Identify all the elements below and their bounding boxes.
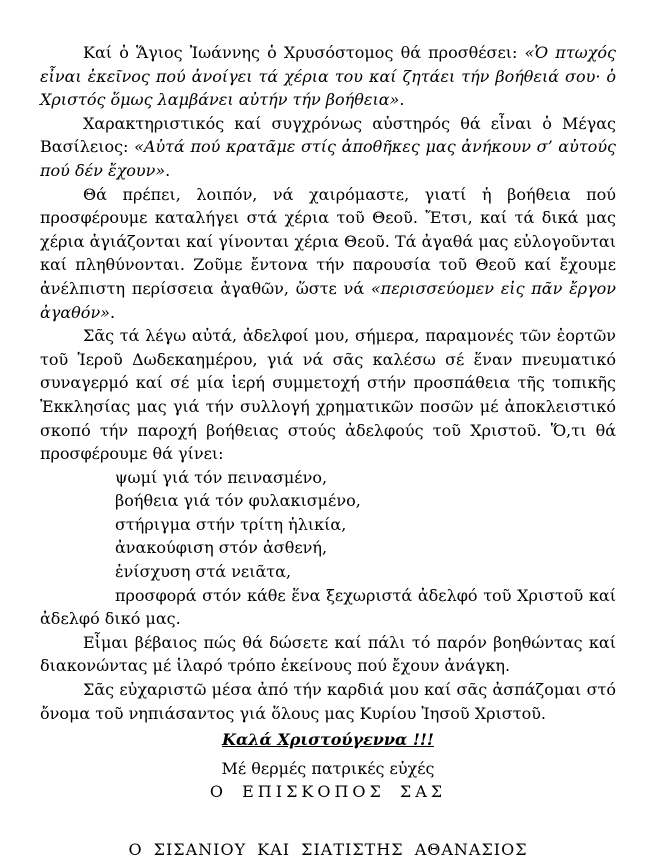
text-segment: Χαρακτηριστικός καί συγχρόνως αὐστηρός θά εἶναι ὁ Μέγας Βασίλειος:	[40, 113, 616, 157]
text-segment: βοήθεια γιά τόν φυλακισμένο,	[115, 491, 361, 511]
text-segment: Θά πρέπει, λοιπόν, νά χαιρόμαστε, γιατί ἡ βοήθεια πού προσφέρουμε καταλήγει στά χέρια τοῦ Θεοῦ. Ἔτσι, καί τά δικά μας χέρια ἁγιάζονται καί γίνονται χέρια Θεοῦ. Τά ἀγαθά μας εὐλογοῦνται καί πληθύνονται. Ζοῦμε ἔντονα τήν παρουσία τοῦ Θεοῦ καί ἔχουμε ἀνέλπιστη περίσσεια ἀγαθῶν, ὥστε νά	[40, 184, 616, 298]
bishop-line	[40, 780, 616, 804]
offering-line	[40, 536, 616, 560]
text-segment: Σᾶς εὐχαριστῶ μέσα ἀπό τήν καρδιά μου καί σᾶς ἀσπάζομαι στό ὄνομα τοῦ νηπιάσαντος γιά ὅλους μας Κυρίου Ἰησοῦ Χριστοῦ.	[40, 680, 616, 723]
text-segment: Ο ΕΠΙΣΚΟΠΟΣ ΣΑΣ	[209, 782, 447, 802]
signature-line	[40, 838, 616, 862]
paragraph-basil	[40, 112, 616, 183]
text-segment: .	[399, 90, 405, 110]
text-segment: ἀνακούφιση στόν ἀσθενή,	[115, 538, 328, 558]
text-segment: Ο ΣΙΣΑΝΙΟΥ ΚΑΙ ΣΙΑΤΙΣΤΗΣ ΑΘΑΝΑΣΙΟΣ	[128, 840, 528, 859]
paragraph-rejoice	[40, 183, 616, 325]
text-segment: .	[109, 302, 116, 322]
text-segment: προσφορά στόν κάθε ἕνα ξεχωριστά ἀδελφό τοῦ Χριστοῦ καί ἀδελφό δικό μας.	[40, 585, 616, 629]
text-segment: Καί ὁ Ἅγιος Ἰωάννης ὁ Χρυσόστομος θά προσθέσει:	[83, 43, 525, 62]
offering-line	[40, 489, 616, 513]
paragraph-certainty	[40, 631, 616, 678]
text-segment: Μέ θερμές πατρικές εὐχές	[221, 758, 435, 778]
text-segment: ἐνίσχυση στά νειᾶτα,	[115, 562, 292, 582]
text-segment: «περισσεύομεν εἰς πᾶν ἔργον ἀγαθόν»	[40, 278, 617, 322]
text-segment: «Ὁ πτωχός εἶναι ἐκεῖνος πού ἀνοίγει τά χέρια του καί ζητάει τήν βοήθειά σου· ὁ Χριστός ὅμως λαμβάνει αὐτήν τήν βοήθεια»	[40, 43, 617, 110]
greeting-line	[40, 728, 616, 752]
text-segment: Εἶμαι βέβαιος πώς θά δώσετε καί πάλι τό παρόν βοηθώντας καί διακονώντας μέ ἱλαρό τρόπο ἐκείνους πού ἔχουν ἀνάγκη.	[40, 632, 616, 676]
text-segment: στήριγμα στήν τρίτη ἡλικία,	[115, 514, 347, 534]
offering-line	[40, 584, 616, 631]
text-segment: ψωμί γιά τόν πεινασμένο,	[115, 467, 328, 487]
text-segment: .	[165, 160, 171, 180]
text-segment: Σᾶς τά λέγω αὐτά, ἀδελφοί μου, σήμερα, παραμονές τῶν ἑορτῶν τοῦ Ἱεροῦ Δωδεκαημέρου, γιά νά σᾶς καλέσω σέ ἕναν πνευματικό συναγερμό καί σέ μία ἱερή συμμετοχή στήν προσπάθεια τῆς τοπικῆς Ἐκκλησίας μας γιά τήν συλλογή χρηματικῶν ποσῶν μέ ἀποκλειστικό σκοπό τήν παροχή βοήθειας στούς ἀδελφούς τοῦ Χριστοῦ. Ὅ,τι θά προσφέρουμε θά γίνει:	[40, 326, 616, 464]
paragraph-chrysostom	[40, 41, 616, 112]
paragraph-appeal	[40, 324, 616, 466]
offering-line	[40, 560, 616, 584]
document-body	[40, 41, 616, 862]
offering-line	[40, 466, 616, 490]
text-segment: Καλά Χριστούγεννα !!!	[222, 730, 434, 750]
paragraph-thanks	[40, 678, 616, 725]
blessing-line	[40, 757, 616, 781]
offering-line	[40, 513, 616, 537]
text-segment: «Αὐτά πού κρατᾶμε στίς ἀποθῆκες μας ἀνήκουν σ’ αὐτούς πού δέν ἔχουν»	[40, 137, 617, 180]
